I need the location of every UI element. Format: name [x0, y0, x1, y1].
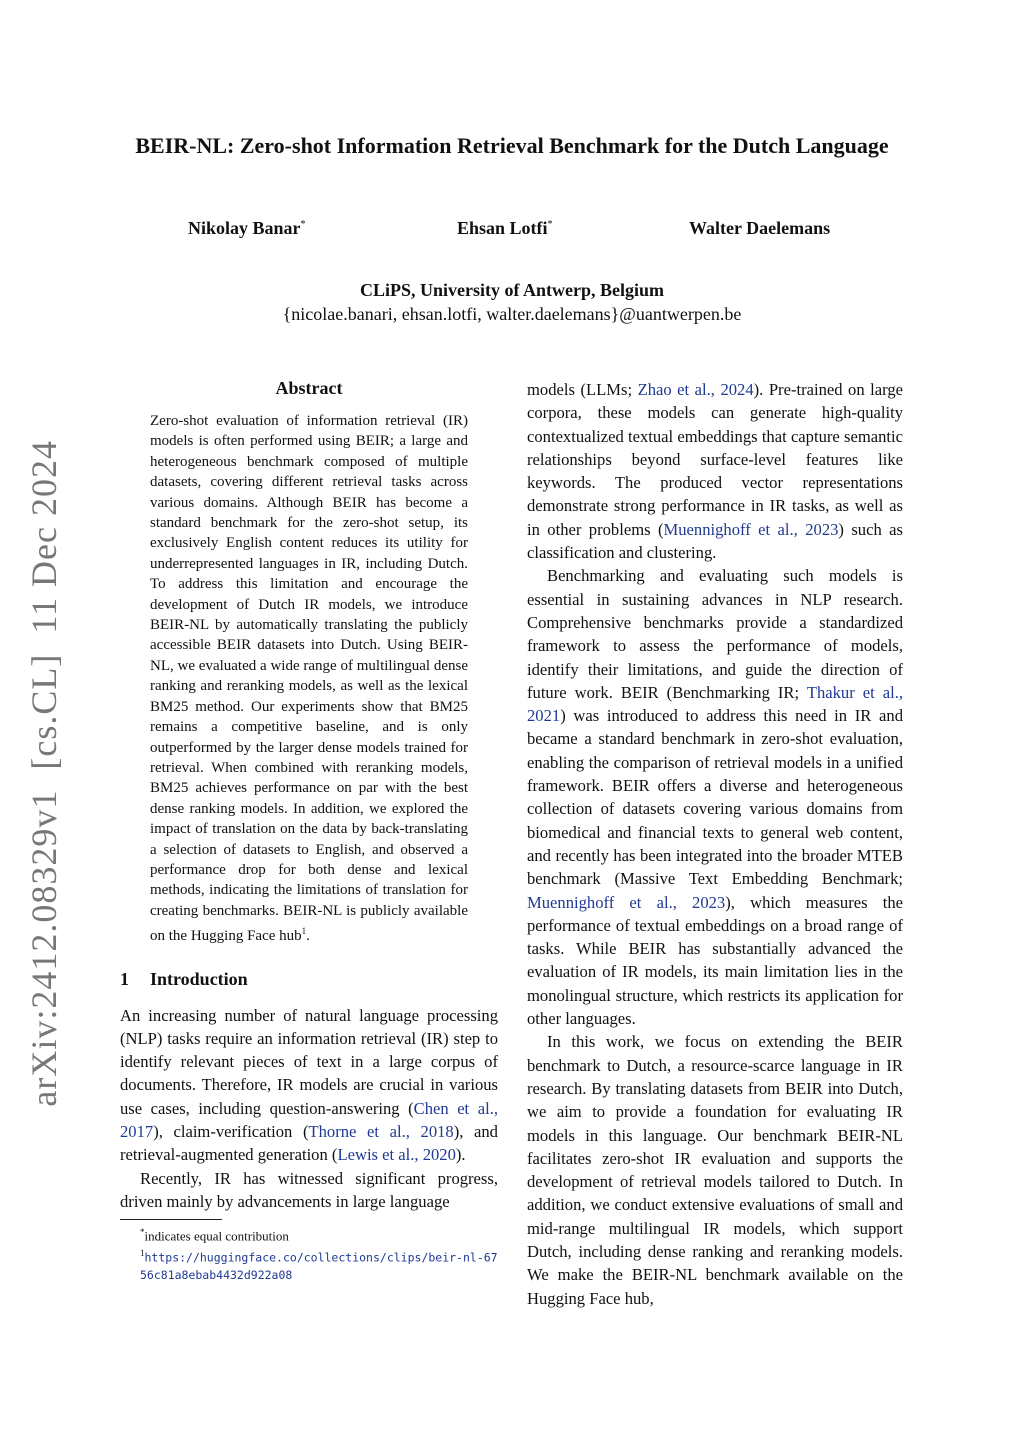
author-2-mark: * — [547, 219, 553, 230]
author-1 — [188, 218, 306, 239]
affiliation: CLiPS, University of Antwerp, Belgium — [360, 280, 664, 300]
author-1-name: Nikolay Banar — [188, 218, 301, 238]
arxiv-sidebar-stamp — [14, 440, 74, 1107]
author-2-name: Ehsan Lotfi — [457, 218, 548, 238]
citation-muennighoff-2023-a[interactable]: Muennighoff et al., 2023 — [663, 519, 839, 539]
citation-chen-2017[interactable]: Chen et al., 2017 — [120, 1098, 498, 1142]
author-1-mark: * — [300, 219, 306, 230]
author-emails: {nicolae.banari, ehsan.lotfi, walter.daelemans}@uantwerpen.be — [282, 304, 742, 324]
citation-zhao-2024[interactable]: Zhao et al., 2024 — [637, 380, 754, 399]
right-p1-text-a: models (LLMs; — [527, 380, 638, 399]
footnote-hf-link — [120, 1245, 498, 1284]
abstract-end: . — [306, 928, 310, 945]
arxiv-category: [cs.CL] — [24, 653, 64, 770]
footnote-equal-contribution — [120, 1224, 498, 1244]
abstract-text — [150, 411, 468, 947]
author-3 — [689, 218, 830, 239]
author-2 — [457, 218, 553, 239]
footnote-2-mark: 1 — [140, 1247, 145, 1258]
footnote-2-url[interactable]: https://huggingface.co/collections/clips/beir-nl-6756c81a8ebab4432d922a08 — [140, 1249, 498, 1282]
right-p2-text-a: Benchmarking and evaluating such models is essential in sustaining advances in NLP research. Comprehensive benchmarks provide a standardized framework to assess the performance of models, identify their limitations, and guide the direction of future work. BEIR (Benchmarking IR; — [527, 566, 903, 702]
right-p2-text-c: ), which measures the performance of textual embeddings on a broad range of tasks. While BEIR has substantially advanced the evaluation of IR models, its main limitation lies in the monolingual structure, which restricts its application for other languages. — [527, 892, 903, 1029]
section-heading-introduction — [120, 969, 498, 990]
right-p2-text-b: ) was introduced to address this need in IR and became a standard benchmark in zero-shot evaluation, enabling the comparison of retrieval models in a unified framework. BEIR offers a diverse and heterogeneous collection of datasets covering various domains from biomedical and financial texts to general web content, and recently has been integrated into the broader MTEB benchmark (Massive Text Embedding Benchmark; — [527, 706, 903, 889]
abstract-body: Zero-shot evaluation of information retrieval (IR) models is often performed using BEIR; a large and heterogeneous benchmark composed of multiple datasets, covering different retrieval tasks across various domains. Although BEIR has become a standard benchmark for the zero-shot setup, its exclusively English content reduces its utility for underrepresented languages in IR, including Dutch. To address this limitation and encourage the development of Dutch IR models, we introduce BEIR-NL by automatically translating the publicly accessible BEIR datasets into Dutch. Using BEIR-NL, we evaluated a wide range of multilingual dense ranking and reranking models, as well as the lexical BM25 method. Our experiments show that BM25 remains a competitive baseline, and is only outperformed by the larger dense models trained for retrieval. When combined with reranking models, BM25 achieves performance on par with the best dense ranking models. In addition, we explored the impact of translation on the data by back-translating a selection of datasets to English, and observed a performance drop for both dense and lexical methods, indicating the limitations of translation for creating benchmarks. BEIR-NL is publicly available on the Hugging Face hub — [150, 413, 468, 945]
intro-p1-text-c: ), and retrieval-augmented generation ( — [120, 1122, 498, 1165]
section-title: Introduction — [150, 968, 248, 989]
intro-p1-text-a: An increasing number of natural language processing (NLP) tasks require an information retrieval (IR) step to identify relevant pieces of text in a large corpus of documents. Therefore, IR models are crucial in various use cases, including question-answering ( — [120, 1005, 498, 1118]
intro-p1-text-b: ), claim-verification ( — [153, 1122, 309, 1142]
intro-paragraph-1 — [120, 1004, 498, 1167]
left-column — [120, 378, 498, 1284]
intro-p1-text-d: ). — [455, 1145, 466, 1165]
arxiv-date: 11 Dec 2024 — [24, 440, 64, 634]
citation-thorne-2018[interactable]: Thorne et al., 2018 — [308, 1122, 454, 1142]
footnote-divider — [120, 1219, 222, 1220]
author-list — [0, 218, 1024, 242]
author-3-name: Walter Daelemans — [689, 218, 831, 238]
intro-paragraph-2: Recently, IR has witnessed significant progress, driven mainly by advancements in large language — [120, 1168, 498, 1211]
right-p1-text-c: ) such as classification and clustering. — [527, 519, 903, 563]
footnote-1-text: indicates equal contribution — [144, 1228, 289, 1244]
abstract-heading: Abstract — [275, 378, 343, 398]
section-number: 1 — [120, 968, 129, 989]
arxiv-id: arXiv:2412.08329v1 — [24, 789, 64, 1107]
right-paragraph-2 — [527, 564, 903, 1030]
right-paragraph-1 — [527, 378, 903, 564]
citation-lewis-2020[interactable]: Lewis et al., 2020 — [337, 1145, 456, 1165]
right-p1-text-b: ). Pre-trained on large corpora, these models can generate high-quality contextualized textual embeddings that capture semantic relationships beyond surface-level features like keywords. The produced vector representations demonstrate strong performance in IR tasks, as well as in other problems ( — [527, 380, 904, 539]
right-paragraph-3: In this work, we focus on extending the BEIR benchmark to Dutch, a resource-scarce language in IR research. By translating datasets from BEIR into Dutch, we aim to provide a foundation for evaluating IR models in this language. Our benchmark BEIR-NL facilitates zero-shot IR evaluation and supports the development of retrieval models tailored to Dutch. In addition, we conduct extensive evaluations of small and mid-range multilingual IR models, which support Dutch, including dense ranking and reranking models. We make the BEIR-NL benchmark available on the Hugging Face hub, — [527, 1032, 903, 1308]
citation-muennighoff-2023-b[interactable]: Muennighoff et al., 2023 — [527, 892, 726, 912]
footnote-1-mark: * — [140, 1227, 145, 1238]
paper-title: BEIR-NL: Zero-shot Information Retrieval Benchmark for the Dutch Language — [135, 133, 889, 158]
right-column — [527, 378, 903, 1310]
abstract-footnote-mark[interactable]: 1 — [301, 926, 307, 937]
citation-thakur-2021[interactable]: Thakur et al., 2021 — [527, 682, 903, 726]
